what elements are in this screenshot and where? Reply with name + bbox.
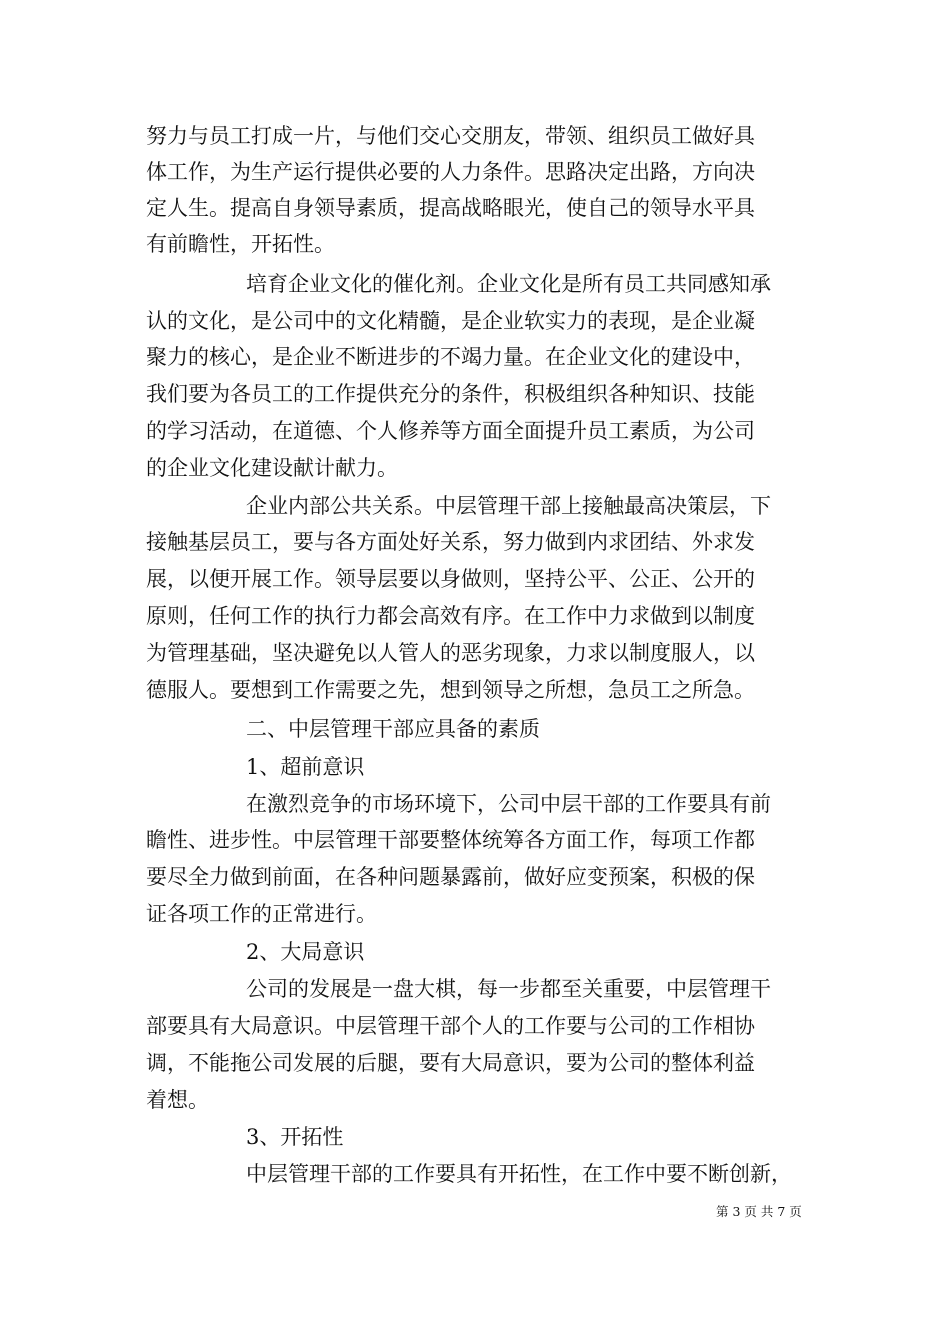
text-line: 证各项工作的正常进行。 (146, 902, 377, 926)
text-line: 的企业文化建设献计献力。 (146, 456, 398, 480)
text-line: 聚力的核心，是企业不断进步的不竭力量。在企业文化的建设中， (146, 345, 755, 369)
text-line: 要尽全力做到前面，在各种问题暴露前，做好应变预案，积极的保 (146, 865, 755, 889)
text-line: 瞻性、进步性。中层管理干部要整体统筹各方面工作，每项工作都 (146, 828, 755, 852)
text-line: 着想。 (146, 1088, 209, 1112)
text-line: 展，以便开展工作。领导层要以身做则，坚持公平、公正、公开的 (146, 567, 755, 591)
text-line: 调，不能拖公司发展的后腿，要有大局意识，要为公司的整体利益 (146, 1051, 755, 1075)
subsection-heading: 3、开拓性 (246, 1125, 344, 1149)
text-line: 我们要为各员工的工作提供充分的条件，积极组织各种知识、技能 (146, 382, 755, 406)
text-line: 德服人。要想到工作需要之先，想到领导之所想，急员工之所急。 (146, 678, 755, 702)
text-line: 为管理基础，坚决避免以人管人的恶劣现象，力求以制度服人，以 (146, 641, 755, 665)
text-line: 部要具有大局意识。中层管理干部个人的工作要与公司的工作相协 (146, 1014, 755, 1038)
text-line: 中层管理干部的工作要具有开拓性，在工作中要不断创新， (246, 1162, 792, 1186)
section-heading: 二、中层管理干部应具备的素质 (246, 717, 540, 741)
text-line: 培育企业文化的催化剂。企业文化是所有员工共同感知承 (246, 272, 771, 296)
page-number-footer: 第 3 页 共 7 页 (716, 1204, 802, 1219)
text-line: 努力与员工打成一片，与他们交心交朋友，带领、组织员工做好具 (146, 124, 755, 148)
text-line: 在激烈竞争的市场环境下，公司中层干部的工作要具有前 (246, 792, 771, 816)
text-line: 体工作，为生产运行提供必要的人力条件。思路决定出路，方向决 (146, 160, 755, 184)
text-line: 有前瞻性，开拓性。 (146, 232, 335, 256)
text-line: 接触基层员工，要与各方面处好关系，努力做到内求团结、外求发 (146, 530, 755, 554)
text-line: 公司的发展是一盘大棋，每一步都至关重要，中层管理干 (246, 977, 771, 1001)
subsection-heading: 1、超前意识 (246, 755, 365, 779)
text-line: 原则，任何工作的执行力都会高效有序。在工作中力求做到以制度 (146, 604, 755, 628)
text-line: 的学习活动，在道德、个人修养等方面全面提升员工素质，为公司 (146, 419, 755, 443)
text-line: 认的文化，是公司中的文化精髓，是企业软实力的表现，是企业凝 (146, 309, 755, 333)
text-line: 企业内部公共关系。中层管理干部上接触最高决策层，下 (246, 494, 771, 518)
text-line: 定人生。提高自身领导素质，提高战略眼光，使自己的领导水平具 (146, 196, 755, 220)
subsection-heading: 2、大局意识 (246, 940, 365, 964)
